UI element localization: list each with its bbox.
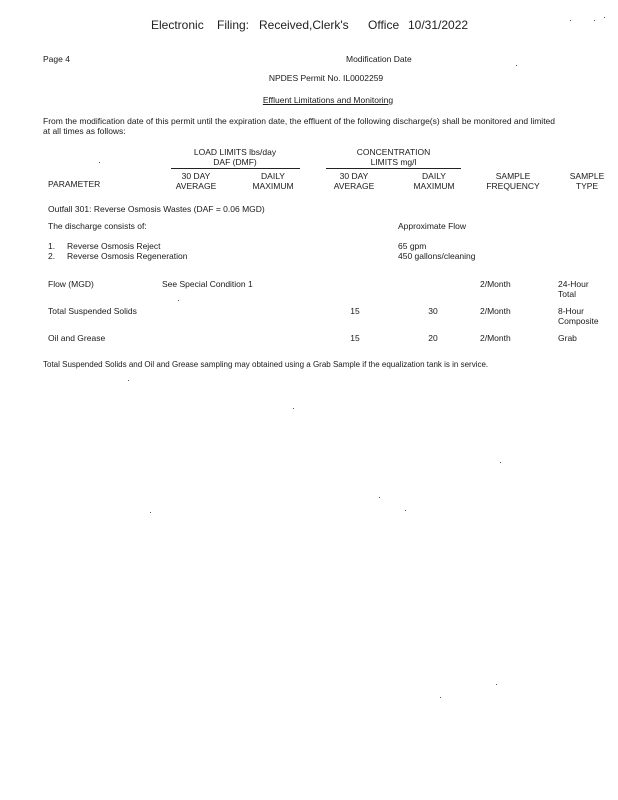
- row-sample-type-2: Composite: [558, 316, 599, 326]
- list-item-name: Reverse Osmosis Reject: [67, 241, 161, 251]
- section-title: Effluent Limitations and Monitoring: [262, 95, 394, 105]
- concentration-heading: CONCENTRATION: [356, 147, 431, 157]
- load-30day-header-1: 30 DAY: [181, 171, 211, 181]
- stamp-filing: Filing:: [217, 18, 250, 32]
- row-conc-daily: 30: [428, 306, 438, 316]
- scan-speck: [99, 162, 100, 163]
- scan-speck: [570, 20, 571, 21]
- list-item-flow: 65 gpm: [398, 241, 427, 251]
- concentration-subheading: LIMITS mg/l: [370, 157, 417, 167]
- scan-speck: [440, 697, 441, 698]
- load-limits-subheading: DAF (DMF): [213, 157, 257, 167]
- row-sample-type-1: Grab: [558, 333, 577, 343]
- approximate-flow-label: Approximate Flow: [398, 221, 467, 231]
- scan-speck: [150, 512, 151, 513]
- sampling-footnote: Total Suspended Solids and Oil and Grease sampling may obtained using a Grab Sample if the equalization tank is in service.: [43, 360, 489, 369]
- list-item-name: Reverse Osmosis Regeneration: [67, 251, 188, 261]
- scan-speck: [128, 380, 129, 381]
- intro-line-1: From the modification date of this permit until the expiration date, the effluent of the following discharge(s) shall be monitored and limited: [43, 116, 556, 126]
- parameter-column-header: PARAMETER: [48, 179, 101, 189]
- load-limits-rule: [171, 168, 300, 169]
- scan-speck: [594, 20, 595, 21]
- row-parameter: Flow (MGD): [48, 279, 94, 289]
- row-frequency: 2/Month: [480, 279, 511, 289]
- stamp-received: Received,Clerk's: [259, 18, 349, 32]
- stamp-office: Office: [368, 18, 400, 32]
- row-conc-30day: 15: [350, 333, 360, 343]
- conc-daily-header-2: MAXIMUM: [413, 181, 455, 191]
- list-item-flow: 450 gallons/cleaning: [398, 251, 476, 261]
- modification-date-label: Modification Date: [346, 54, 412, 64]
- load-daily-header-2: MAXIMUM: [252, 181, 294, 191]
- discharge-consists-label: The discharge consists of:: [48, 221, 147, 231]
- load-daily-header-1: DAILY: [261, 171, 285, 181]
- conc-daily-header-1: DAILY: [422, 171, 446, 181]
- row-sample-type-1: 8-Hour: [558, 306, 584, 316]
- list-item-number: 1.: [48, 241, 56, 251]
- row-note: See Special Condition 1: [162, 279, 253, 289]
- conc-30day-header-1: 30 DAY: [339, 171, 369, 181]
- scan-speck: [293, 408, 294, 409]
- row-conc-daily: 20: [428, 333, 438, 343]
- scan-speck: [405, 510, 406, 511]
- sample-type-header-2: TYPE: [575, 181, 599, 191]
- load-30day-header-2: AVERAGE: [175, 181, 217, 191]
- stamp-electronic: Electronic: [151, 18, 204, 32]
- conc-30day-header-2: AVERAGE: [333, 181, 375, 191]
- concentration-rule: [326, 168, 461, 169]
- intro-line-2: at all times as follows:: [43, 126, 126, 136]
- scan-speck: [379, 497, 380, 498]
- row-conc-30day: 15: [350, 306, 360, 316]
- stamp-date: 10/31/2022: [408, 18, 469, 32]
- scan-speck: [500, 462, 501, 463]
- scan-speck: [604, 17, 605, 18]
- row-parameter: Oil and Grease: [48, 333, 106, 343]
- outfall-title: Outfall 301: Reverse Osmosis Wastes (DAF = 0.06 MGD): [48, 204, 265, 214]
- list-item-number: 2.: [48, 251, 56, 261]
- sample-frequency-header-1: SAMPLE: [495, 171, 531, 181]
- sample-frequency-header-2: FREQUENCY: [486, 181, 540, 191]
- page-number: Page 4: [43, 54, 70, 64]
- row-parameter: Total Suspended Solids: [48, 306, 137, 316]
- scan-speck: [496, 684, 497, 685]
- row-frequency: 2/Month: [480, 333, 511, 343]
- load-limits-heading: LOAD LIMITS lbs/day: [193, 147, 277, 157]
- row-sample-type-1: 24-Hour: [558, 279, 589, 289]
- scan-speck: [178, 300, 179, 301]
- row-frequency: 2/Month: [480, 306, 511, 316]
- row-sample-type-2: Total: [558, 289, 576, 299]
- scan-speck: [516, 65, 517, 66]
- sample-type-header-1: SAMPLE: [569, 171, 605, 181]
- permit-number: NPDES Permit No. IL0002259: [268, 73, 384, 83]
